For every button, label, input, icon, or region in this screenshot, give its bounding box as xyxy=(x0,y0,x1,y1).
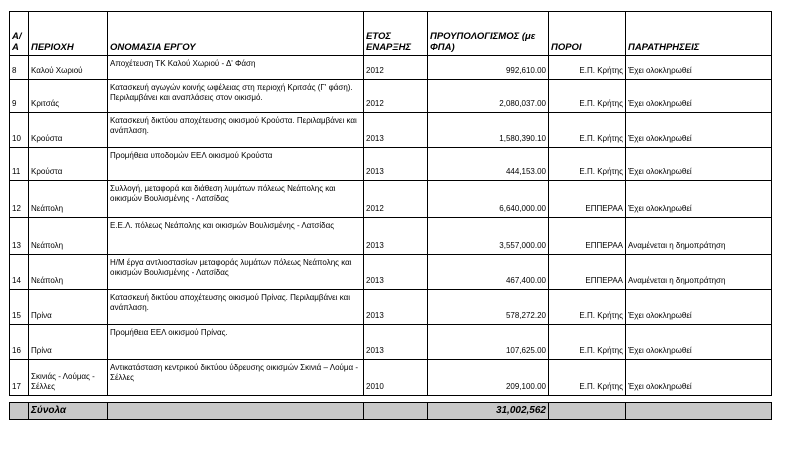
row-notes: Έχει ολοκληρωθεί xyxy=(626,80,772,113)
row-area: Πρίνα xyxy=(29,325,108,360)
row-budget: 467,400.00 xyxy=(428,255,549,290)
table-row xyxy=(10,56,772,80)
row-budget: 107,625.00 xyxy=(428,325,549,360)
row-budget: 444,153.00 xyxy=(428,148,549,181)
row-budget: 209,100.00 xyxy=(428,360,549,396)
header-year: ΕΤΟΣ ΕΝΑΡΞΗΣ xyxy=(364,12,428,56)
table-row xyxy=(10,113,772,148)
header-budget: ΠΡΟΥΠΟΛΟΓΙΣΜΟΣ (με ΦΠΑ) xyxy=(428,12,549,56)
row-name: Η/Μ έργα αντλιοστασίων μεταφοράς λυμάτων πόλεως Νεάπολης και οικισμών Βουλισμένης - Λατσίδας xyxy=(108,255,364,290)
row-funds: Ε.Π. Κρήτης xyxy=(549,56,626,80)
totals-empty-year xyxy=(364,403,428,420)
projects-table xyxy=(9,11,772,420)
row-area: Νεάπολη xyxy=(29,218,108,255)
table-row xyxy=(10,80,772,113)
row-area: Καλού Χωριού xyxy=(29,56,108,80)
table-row xyxy=(10,290,772,325)
row-year: 2010 xyxy=(364,360,428,396)
row-name: Κατασκευή δικτύου αποχέτευσης οικισμού Πρίνας. Περιλαμβάνει και ανάπλαση. xyxy=(108,290,364,325)
totals-empty-name xyxy=(108,403,364,420)
row-notes: Αναμένεται η δημοπράτηση xyxy=(626,255,772,290)
table-row xyxy=(10,325,772,360)
row-funds: Ε.Π. Κρήτης xyxy=(549,113,626,148)
row-year: 2012 xyxy=(364,80,428,113)
header-funds: ΠΟΡΟΙ xyxy=(549,12,626,56)
row-funds: ΕΠΠΕΡΑΑ xyxy=(549,255,626,290)
row-number: 15 xyxy=(10,290,29,325)
row-number: 12 xyxy=(10,181,29,218)
row-year: 2013 xyxy=(364,290,428,325)
row-funds: Ε.Π. Κρήτης xyxy=(549,80,626,113)
row-area: Κρούστα xyxy=(29,148,108,181)
row-budget: 578,272.20 xyxy=(428,290,549,325)
totals-spacer xyxy=(10,403,29,420)
table-body xyxy=(10,56,772,396)
header-area: ΠΕΡΙΟΧΗ xyxy=(29,12,108,56)
totals-label: Σύνολα xyxy=(29,403,108,420)
row-notes: Έχει ολοκληρωθεί xyxy=(626,360,772,396)
row-name: Αποχέτευση ΤΚ Καλού Χωριού - Δ' Φάση xyxy=(108,56,364,80)
row-name: Κατασκευή αγωγών κοινής ωφέλειας στη περιοχή Κριτσάς (Γ' φάση). Περιλαμβάνει και αναπλάσεις στον οικισμό. xyxy=(108,80,364,113)
row-year: 2013 xyxy=(364,255,428,290)
header-aa: Α/ Α xyxy=(10,12,29,56)
totals-empty-funds xyxy=(549,403,626,420)
row-area: Νεάπολη xyxy=(29,255,108,290)
row-number: 9 xyxy=(10,80,29,113)
row-year: 2012 xyxy=(364,181,428,218)
row-number: 17 xyxy=(10,360,29,396)
row-name: Αντικατάσταση κεντρικού δικτύου ύδρευσης οικισμών Σκινιά – Λούμα - Σέλλες xyxy=(108,360,364,396)
row-notes: Αναμένεται η δημοπράτηση xyxy=(626,218,772,255)
table-row xyxy=(10,255,772,290)
row-name: Προμήθεια υποδομών ΕΕΛ οικισμού Κρούστα xyxy=(108,148,364,181)
row-budget: 1,580,390.10 xyxy=(428,113,549,148)
row-funds: Ε.Π. Κρήτης xyxy=(549,325,626,360)
row-funds: ΕΠΠΕΡΑΑ xyxy=(549,218,626,255)
table-row xyxy=(10,181,772,218)
row-budget: 2,080,037.00 xyxy=(428,80,549,113)
row-funds: ΕΠΠΕΡΑΑ xyxy=(549,181,626,218)
row-notes: Έχει ολοκληρωθεί xyxy=(626,113,772,148)
row-year: 2013 xyxy=(364,148,428,181)
spacer-row xyxy=(10,396,772,403)
row-notes: Έχει ολοκληρωθεί xyxy=(626,56,772,80)
header-name: ΟΝΟΜΑΣΙΑ ΕΡΓΟΥ xyxy=(108,12,364,56)
row-notes: Έχει ολοκληρωθεί xyxy=(626,181,772,218)
row-budget: 6,640,000.00 xyxy=(428,181,549,218)
row-number: 10 xyxy=(10,113,29,148)
row-funds: Ε.Π. Κρήτης xyxy=(549,148,626,181)
row-area: Σκινιάς - Λούμας - Σέλλες xyxy=(29,360,108,396)
row-number: 16 xyxy=(10,325,29,360)
table-row xyxy=(10,360,772,396)
row-number: 14 xyxy=(10,255,29,290)
row-area: Κρούστα xyxy=(29,113,108,148)
row-name: Προμήθεια ΕΕΛ οικισμού Πρίνας. xyxy=(108,325,364,360)
table-row xyxy=(10,218,772,255)
row-name: Συλλογή, μεταφορά και διάθεση λυμάτων πόλεως Νεάπολης και οικισμών Βουλισμένης - Λατσίδας xyxy=(108,181,364,218)
row-number: 13 xyxy=(10,218,29,255)
row-notes: Έχει ολοκληρωθεί xyxy=(626,148,772,181)
totals-empty-notes xyxy=(626,403,772,420)
row-area: Κριτσάς xyxy=(29,80,108,113)
row-number: 8 xyxy=(10,56,29,80)
row-area: Πρίνα xyxy=(29,290,108,325)
row-year: 2013 xyxy=(364,325,428,360)
header-row xyxy=(10,12,772,56)
totals-value: 31,002,562 xyxy=(428,403,549,420)
row-budget: 3,557,000.00 xyxy=(428,218,549,255)
row-name: Κατασκευή δικτύου αποχέτευσης οικισμού Κρούστα. Περιλαμβάνει και ανάπλαση. xyxy=(108,113,364,148)
row-notes: Έχει ολοκληρωθεί xyxy=(626,290,772,325)
row-year: 2013 xyxy=(364,218,428,255)
table-row xyxy=(10,148,772,181)
row-funds: Ε.Π. Κρήτης xyxy=(549,290,626,325)
row-year: 2013 xyxy=(364,113,428,148)
row-funds: Ε.Π. Κρήτης xyxy=(549,360,626,396)
row-name: Ε.Ε.Λ. πόλεως Νεάπολης και οικισμών Βουλισμένης - Λατσίδας xyxy=(108,218,364,255)
header-notes: ΠΑΡΑΤΗΡΗΣΕΙΣ xyxy=(626,12,772,56)
totals-row xyxy=(10,403,772,420)
row-number: 11 xyxy=(10,148,29,181)
row-budget: 992,610.00 xyxy=(428,56,549,80)
row-year: 2012 xyxy=(364,56,428,80)
row-area: Νεάπολη xyxy=(29,181,108,218)
row-notes: Έχει ολοκληρωθεί xyxy=(626,325,772,360)
